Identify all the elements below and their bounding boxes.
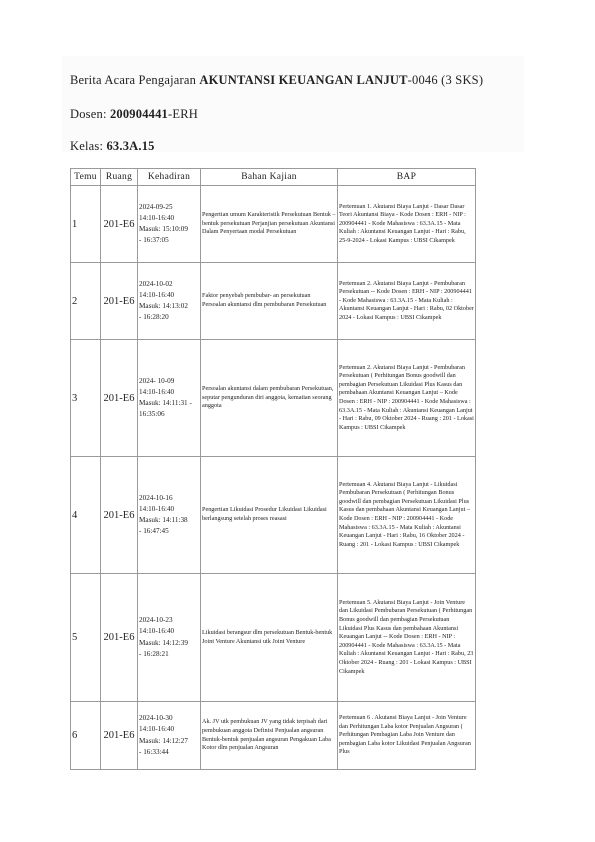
table-row (71, 457, 476, 574)
attendance-checkout: - 16:47:45 (139, 527, 169, 536)
attendance-schedule: 14:10-16:40 (139, 213, 175, 222)
course-name: AKUNTANSI KEUANGAN LANJUT (199, 73, 408, 87)
cell-ruang: 201-E6 (101, 186, 138, 263)
attendance-checkout: - 16:28:21 (139, 649, 169, 658)
cell-bap: Pertemuan 2. Akutansi Biaya Lanjut - Pembubaran Persekutuan -- Kode Dosen : ERH - NIP : 200904441 - Kode Mahasiswa : 63.3A.15 - Mata Kuliah : Akuntansi Keuangan Lanjut - Hari : Rabu, 02 Oktober 2024 - Lokasi Kampus : UBSI Cikampek (338, 263, 476, 340)
cell-temu: 5 (71, 574, 101, 702)
attendance-checkin: Masuk: 14:11:31 - (139, 399, 192, 407)
table-row (71, 702, 476, 770)
cell-ruang: 201-E6 (101, 263, 138, 340)
col-header-bap: BAP (338, 169, 476, 186)
table-row (71, 263, 476, 340)
dosen-label: Dosen: (70, 107, 110, 121)
cell-bahan-kajian: Faktor penyebab pembubar- an persekutuan Persoalan akuntansi dlm pembubaran Persekutuan (201, 263, 338, 340)
cell-kehadiran (138, 457, 201, 574)
cell-temu: 3 (71, 340, 101, 457)
attendance-schedule: 14:10-16:40 (139, 504, 175, 513)
cell-bap: Pertemuan 5. Akutansi Biaya Lanjut - Join Venture dan Likuidasi Pembubaran Persekutuan ( Perhitungan Bonus goodwill dan pembagian Persekutuan Likuidasi Plus Kasus dan pembahaan Akuntansi Keuangan Lanjut -- Kode Dosen : ERH - NIP : 200904441 - Kode Mahasiswa : 63.3A.15 - Mata Kuliah : Akuntansi Keuangan Lanjut - Hari : Rabu, 23 Oktober 2024 - Ruang : 201 - Lokasi Kampus : UBSI Cikampek (338, 574, 476, 702)
header-block (62, 56, 524, 152)
cell-bap: Pertemuan 6 . Akutansi Biaya Lanjut - Join Venture dan Perhitungan Laba kotor Penjualan Angsuran ( Perhitungan Pembagian Laba Join Venture dan pembagian Laba kotor Likuidasi Penjualan Angsuran Plus (338, 702, 476, 770)
col-header-bahan-kajian: Bahan Kajian (201, 169, 338, 186)
attendance-date: 2024- 10-09 (139, 376, 175, 385)
kelas-value: 63.3A.15 (106, 139, 155, 153)
col-header-temu: Temu (71, 169, 101, 186)
dosen-suffix: -ERH (168, 107, 198, 121)
attendance-checkout: 16:35:06 (139, 410, 165, 419)
cell-bap: Pertemuan 1. Akutansi Biaya Lanjut - Dasar Dasar Teori Akuntansi Biaya - Kode Dosen : ERH - NIP : 200904441 - Kode Mahasiswa : 63.3A.15 - Mata Kuliah : Akuntansi Keuangan Lanjut - Hari : Rabu, 25-9-2024 - Lokasi Kampus : UBSI Cikampek (338, 186, 476, 263)
course-prefix: Berita Acara Pengajaran (70, 73, 200, 87)
attendance-checkin: Masuk: 14:12:39 (139, 638, 188, 647)
cell-ruang: 201-E6 (101, 457, 138, 574)
cell-bahan-kajian: Ak. JV utk pembukuan JV yang tidak terpisah dari pembukuan anggota Definisi Penjualan angsuran Bentuk-bentuk penjualan angsuran Pengakuan Laba Kotor dlm penjualan Angsuran (201, 702, 338, 770)
attendance-date: 2024-10-16 (139, 493, 173, 502)
dosen-id: 200904441 (109, 107, 169, 121)
course-suffix: -0046 (3 SKS) (407, 73, 484, 87)
kelas-label: Kelas: (70, 139, 107, 153)
cell-temu: 4 (71, 457, 101, 574)
attendance-checkin: Masuk: 15:10:09 (139, 225, 188, 233)
cell-bahan-kajian: Pengertian Likuidasi Prosedur Likuidasi Likuidasi berlangsung setelah proses reasasi (201, 457, 338, 574)
cell-kehadiran (138, 340, 201, 457)
cell-temu: 2 (71, 263, 101, 340)
attendance-checkin: Masuk: 14:13:02 (139, 302, 188, 310)
cell-bap: Pertemuan 4. Akutansi Biaya Lanjut - Likuidasi Pembubaran Persekutuan ( Perhitungan Bonus goodwill dan pembagian Persekutuan Likuidasi Plus Kasus dan pembahaan Akuntansi Keuangan Lanjut – Kode Dosen : ERH - NIP : 200904441 - Kode Mahasiswa : 63.3A.15 - Mata Kuliah : Akuntansi Keuangan Lanjut - Hari : Rabu, 16 Oktober 2024 - Ruang : 201 - Lokasi Kampus : UBSI Cikampek (338, 457, 476, 574)
attendance-checkin: Masuk: 14:11:38 (139, 516, 188, 524)
class-line (70, 139, 155, 154)
cell-bap: Pertemuan 2. Akutansi Biaya Lanjut - Pembubaran Persekutuan ( Perhitungan Bonus goodwill dan pembagian Persekutuan Likuidasi Plus Kasus dan pembahaan Akuntansi Keuangan Lanjut – Kode Dosen : ERH - NIP : 200904441 - Kode Mahasiswa : 63.3A.15 - Mata Kuliah : Akuntansi Keuangan Lanjut - Hari : Rabu, 09 Oktober 2024 - Ruang : 201 - Lokasi Kampus : UBSI Cikampek (338, 340, 476, 457)
cell-ruang: 201-E6 (101, 574, 138, 702)
attendance-checkout: - 16:28:20 (139, 313, 169, 322)
attendance-schedule: 14:10-16:40 (139, 290, 175, 299)
table-row (71, 574, 476, 702)
table-row (71, 340, 476, 457)
cell-bahan-kajian: Likuidasi berangsur dlm persekutuan Bentuk-bentuk Joint Venture Akuntansi utk Joint Venture (201, 574, 338, 702)
cell-kehadiran (138, 702, 201, 770)
lecturer-line (70, 107, 198, 122)
bap-table (70, 168, 476, 770)
cell-kehadiran (138, 263, 201, 340)
attendance-date: 2024-10-23 (139, 616, 173, 625)
attendance-schedule: 14:10-16:40 (139, 387, 175, 396)
col-header-kehadiran: Kehadiran (138, 169, 201, 186)
cell-bahan-kajian: Persoalan akuntansi dalam pembubaran Persekutuan, seputar pengunduran diri anggota, kematian seorang anggota (201, 340, 338, 457)
attendance-date: 2024-10-02 (139, 279, 173, 288)
attendance-date: 2024-09-25 (139, 202, 173, 211)
cell-ruang: 201-E6 (101, 702, 138, 770)
course-title (70, 73, 483, 88)
cell-ruang: 201-E6 (101, 340, 138, 457)
attendance-date: 2024-10-30 (139, 714, 173, 723)
cell-kehadiran (138, 574, 201, 702)
cell-kehadiran (138, 186, 201, 263)
attendance-schedule: 14:10-16:40 (139, 725, 175, 734)
table-header-row (71, 169, 476, 186)
col-header-ruang: Ruang (101, 169, 138, 186)
attendance-checkout: - 16:33:44 (139, 747, 169, 756)
attendance-checkout: - 16:37:05 (139, 236, 169, 245)
attendance-schedule: 14:10-16:40 (139, 627, 175, 636)
cell-temu: 1 (71, 186, 101, 263)
attendance-checkin: Masuk: 14:12:27 (139, 736, 188, 745)
cell-bahan-kajian: Pengertian umum Karakteristik Persekutuan Bentuk – bentuk persekutuan Perjanjian persekutuan Akuntansi Dalam Penyertaan modal Persekutuan (201, 186, 338, 263)
cell-temu: 6 (71, 702, 101, 770)
table-row (71, 186, 476, 263)
